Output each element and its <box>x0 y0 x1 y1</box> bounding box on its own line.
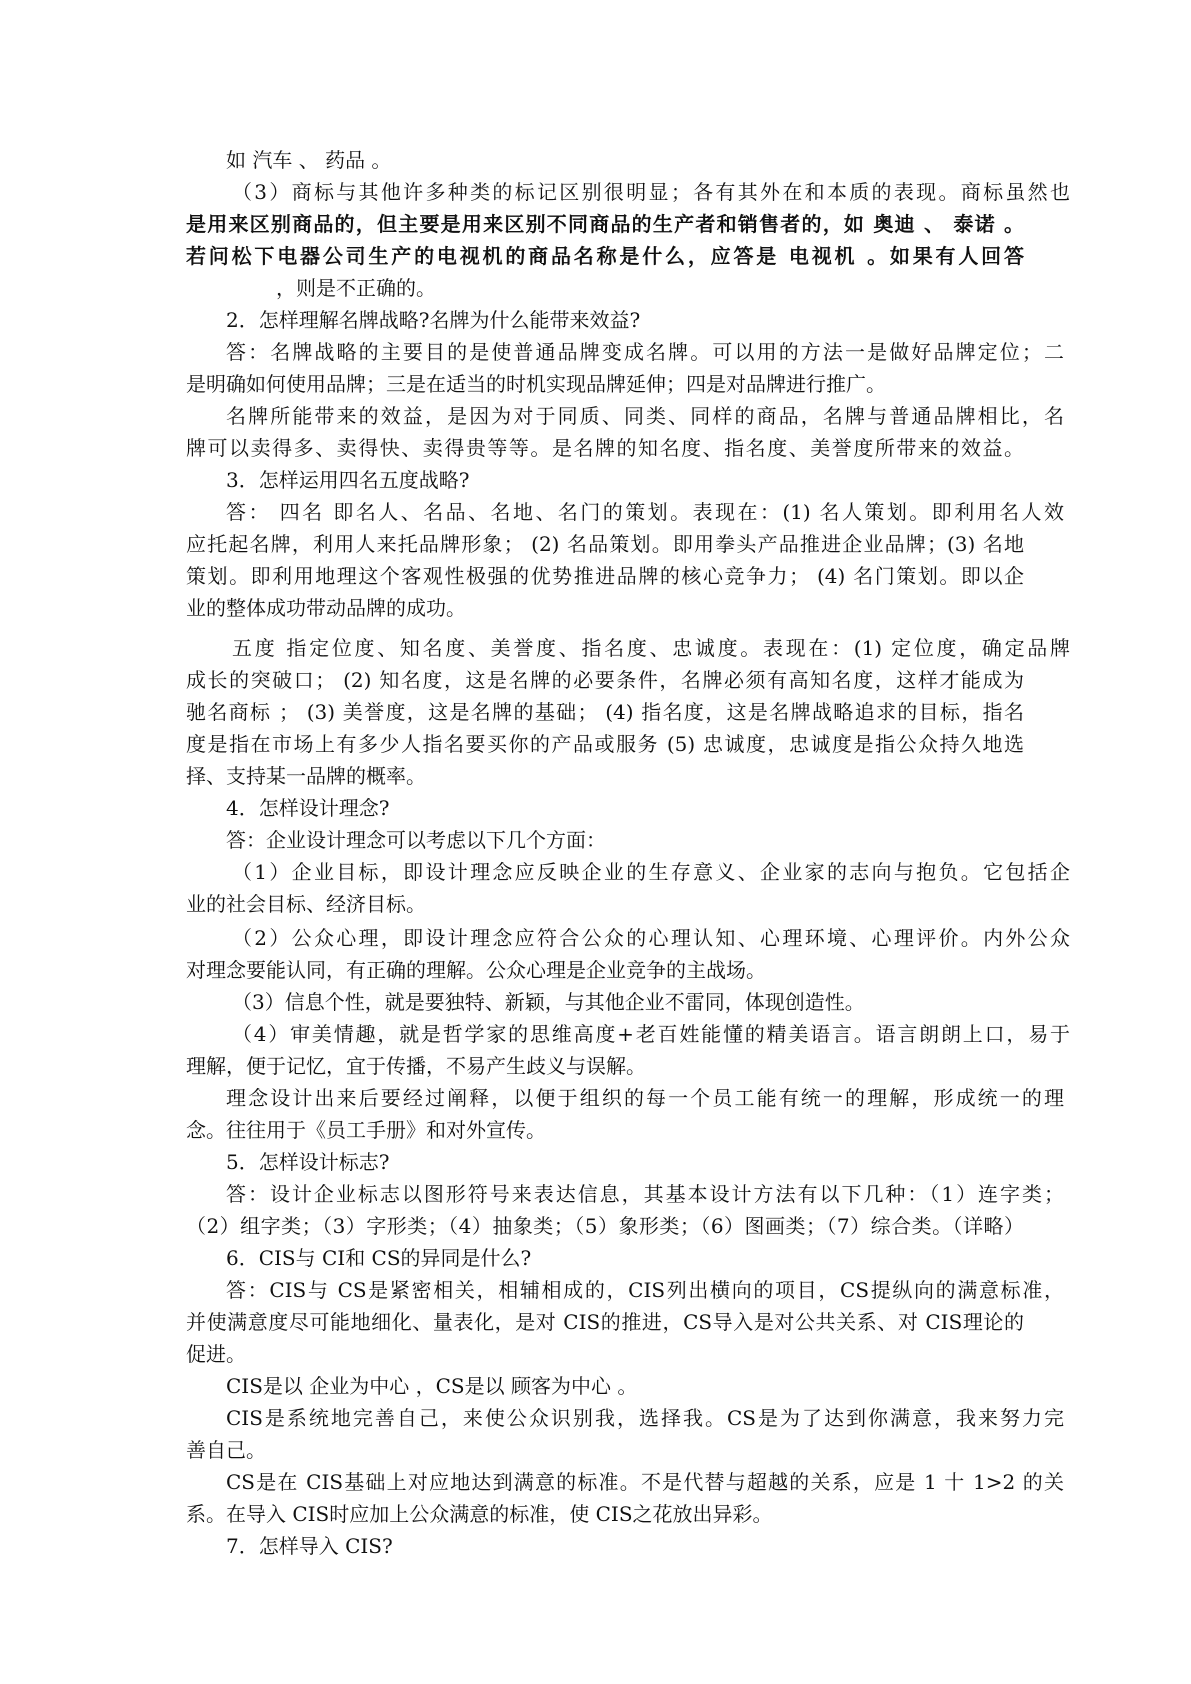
text-line: 驰名商标 ； (3) 美誉度，这是名牌的基础； (4) 指名度，这是名牌战略追求的目标，指名 <box>186 700 1024 724</box>
text-line: 答：CIS与 CS是紧密相关，相辅相成的，CIS列出横向的项目，CS提纵向的满意标准， <box>226 1278 1064 1302</box>
text-line: 念。往往用于《员工手册》和对外宣传。 <box>186 1118 546 1142</box>
text-line: 理解，便于记忆，宜于传播，不易产生歧义与误解。 <box>186 1054 646 1078</box>
text-line: 是用来区别商品的，但主要是用来区别不同商品的生产者和销售者的，如 奥迪 、 泰诺 。 <box>186 212 1024 236</box>
text-line: （3）商标与其他许多种类的标记区别很明显；各有其外在和本质的表现。商标虽然也 <box>232 180 1070 204</box>
question-heading: 5．怎样设计标志? <box>226 1150 390 1174</box>
text-line: 牌可以卖得多、卖得快、卖得贵等等。是名牌的知名度、指名度、美誉度所带来的效益。 <box>186 436 1024 460</box>
text-line: 应托起名牌，利用人来托品牌形象； (2) 名品策划。即用拳头产品推进企业品牌；(3) 名地 <box>186 532 1024 556</box>
text-line: （2）组字类；（3）字形类；（4）抽象类；（5）象形类；（6）图画类；（7）综合类。（详略） <box>186 1214 1024 1238</box>
question-heading: 3．怎样运用四名五度战略? <box>226 468 470 492</box>
text-line: 若问松下电器公司生产的电视机的商品名称是什么，应答是 电视机 。如果有人回答 <box>186 244 1024 268</box>
question-heading: 7．怎样导入 CIS? <box>226 1534 393 1558</box>
text-line: 业的整体成功带动品牌的成功。 <box>186 596 466 620</box>
text-line: ，则是不正确的。 <box>276 276 436 300</box>
text-line: 答：企业设计理念可以考虑以下几个方面： <box>226 828 606 852</box>
text-line: 业的社会目标、经济目标。 <box>186 892 426 916</box>
text-line: 择、支持某一品牌的概率。 <box>186 764 426 788</box>
text-line: CIS是以 企业为中心 ，CS是以 顾客为中心 。 <box>226 1374 638 1398</box>
question-heading: 6．CIS与 CI和 CS的异同是什么? <box>226 1246 532 1270</box>
text-line: （2）公众心理，即设计理念应符合公众的心理认知、心理环境、心理评价。内外公众 <box>232 926 1070 950</box>
text-line: 答： 四名 即名人、名品、名地、名门的策划。表现在：(1) 名人策划。即利用名人效 <box>226 500 1064 524</box>
text-line: CIS是系统地完善自己，来使公众识别我，选择我。CS是为了达到你满意，我来努力完 <box>226 1406 1064 1430</box>
text-line: CS是在 CIS基础上对应地达到满意的标准。不是代替与超越的关系，应是 1 十 1>2 的关 <box>226 1470 1064 1494</box>
text-line: 五度 指定位度、知名度、美誉度、指名度、忠诚度。表现在：(1) 定位度，确定品牌 <box>232 636 1070 660</box>
text-line: 如 汽车 、 药品 。 <box>226 148 392 172</box>
text-line: 对理念要能认同，有正确的理解。公众心理是企业竞争的主战场。 <box>186 958 766 982</box>
text-line: 策划。即利用地理这个客观性极强的优势推进品牌的核心竞争力； (4) 名门策划。即以企 <box>186 564 1024 588</box>
text-line: 答：名牌战略的主要目的是使普通品牌变成名牌。可以用的方法一是做好品牌定位；二 <box>226 340 1064 364</box>
question-heading: 2．怎样理解名牌战略?名牌为什么能带来效益? <box>226 308 641 332</box>
text-line: 是明确如何使用品牌；三是在适当的时机实现品牌延伸；四是对品牌进行推广。 <box>186 372 886 396</box>
text-line: 理念设计出来后要经过阐释，以便于组织的每一个员工能有统一的理解，形成统一的理 <box>226 1086 1064 1110</box>
text-line: 答：设计企业标志以图形符号来表达信息，其基本设计方法有以下几种：（1）连字类； <box>226 1182 1064 1206</box>
text-line: 促进。 <box>186 1342 246 1366</box>
text-line: 系。在导入 CIS时应加上公众满意的标准，使 CIS之花放出异彩。 <box>186 1502 773 1526</box>
text-line: 善自己。 <box>186 1438 266 1462</box>
text-line: 名牌所能带来的效益，是因为对于同质、同类、同样的商品，名牌与普通品牌相比，名 <box>226 404 1064 428</box>
text-line: （1）企业目标，即设计理念应反映企业的生存意义、企业家的志向与抱负。它包括企 <box>232 860 1070 884</box>
text-line: （4）审美情趣，就是哲学家的思维高度+老百姓能懂的精美语言。语言朗朗上口，易于 <box>232 1022 1070 1046</box>
text-line: 成长的突破口； (2) 知名度，这是名牌的必要条件，名牌必须有高知名度，这样才能成为 <box>186 668 1024 692</box>
text-line: （3）信息个性，就是要独特、新颖，与其他企业不雷同，体现创造性。 <box>232 990 865 1014</box>
text-line: 并使满意度尽可能地细化、量表化，是对 CIS的推进，CS导入是对公共关系、对 CIS理论的 <box>186 1310 1024 1334</box>
question-heading: 4．怎样设计理念? <box>226 796 390 820</box>
text-line: 度是指在市场上有多少人指名要买你的产品或服务 (5) 忠诚度，忠诚度是指公众持久地选 <box>186 732 1024 756</box>
